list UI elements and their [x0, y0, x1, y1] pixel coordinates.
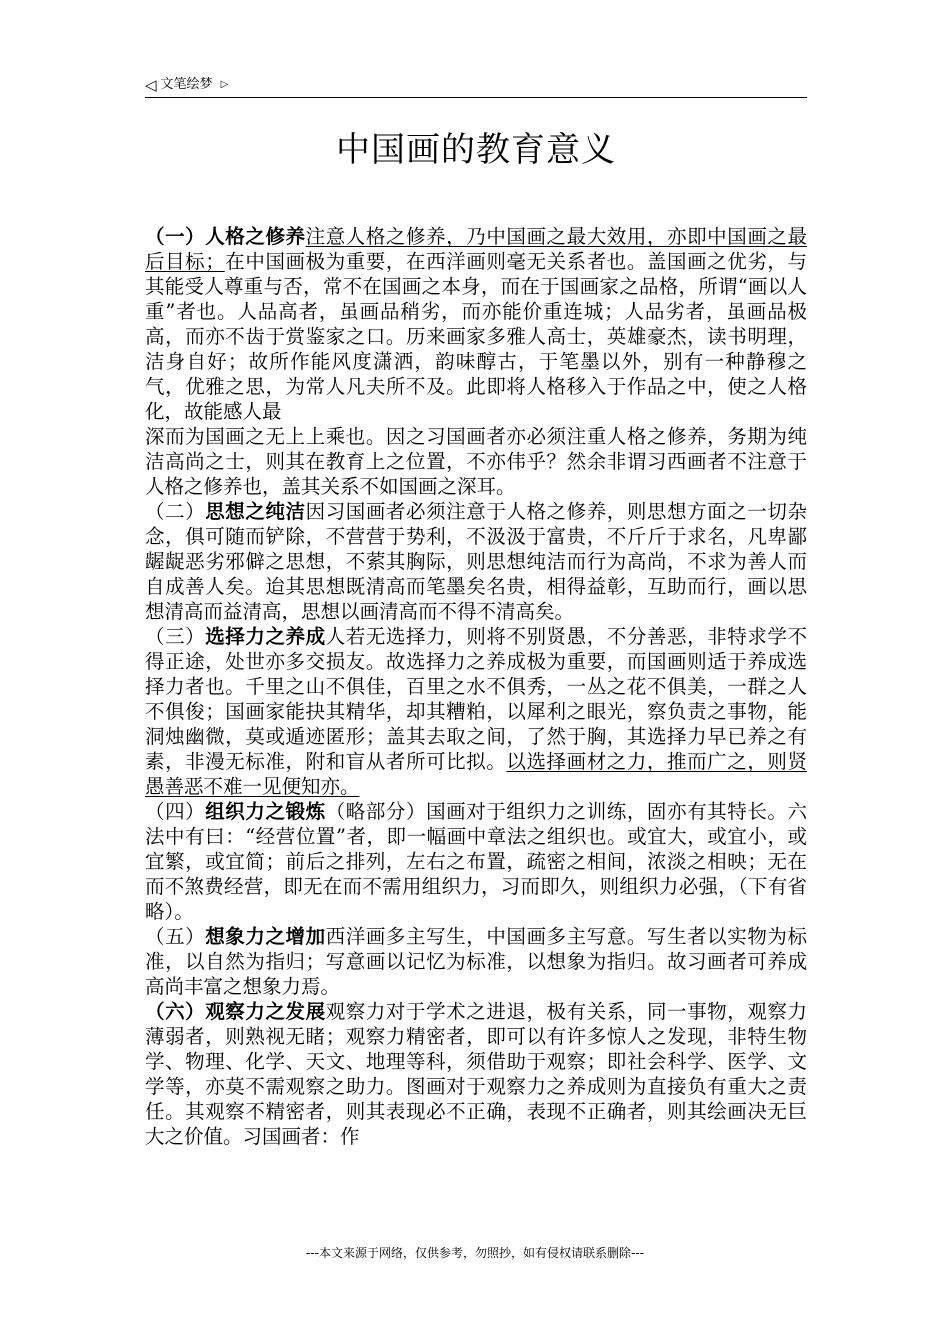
section-4 [145, 799, 807, 924]
section-2-text: 因习国画者必须注意于人格之修养，则思想方面之一切杂念，俱可随而铲除，不营营于势利，不汲汲于富贵，不斤斤于求名，凡卑鄙龌龊恶劣邪僻之思想，不萦其胸际，则思想纯洁而行为高尚，不求为善人而自成善人矣。迨其思想既清高而笔墨矣名贵，相得益彰，互助而行，画以思想清高而益清高，思想以画清高而不得不清高矣。 [145, 500, 807, 623]
section-3-text: 人若无选择力，则将不别贤愚，不分善恶，非特求学不得正途，处世亦多交损友。故选择力之养成极为重要，而国画则适于养成选择力者也。千里之山不俱佳，百里之水不俱秀，一丛之花不俱美，一群之人不俱俊；国画家能抉其精华，却其糟粕，以犀利之眼光，察负责之事物，能洞烛幽微，莫或遁迹匿形；盖其去取之间，了然于胸，其选择力早已养之有素，非漫无标准，附和盲从者所可比拟。 [145, 625, 807, 773]
section-1-underlined: 注意人格之修养，乃中国画之最大效用，亦即中国画之最后目标； [145, 225, 807, 273]
section-5-heading: 想象力之增加 [205, 925, 326, 948]
section-1-text: 在中国画极为重要，在西洋画则毫无关系者也。盖国画之优劣，与其能受人尊重与否，常不在国画之本身，而在于国画家之品格，所谓“画以人重”者也。人品高者，虽画品稍劣，而亦能价重连城；人品劣者，虽画品极高，而亦不齿于赏鉴家之口。历来画家多雅人高士，英雄豪杰，读书明理，洁身自好；故所作能风度潇洒，韵味醇古，于笔墨以外，别有一种静穆之气，优雅之思，为常人凡夫所不及。此即将人格移入于作品之中，使之人格化，故能感人最 [145, 250, 807, 423]
section-2-prefix: （二） [145, 500, 206, 523]
section-1 [145, 224, 807, 424]
section-5 [145, 924, 807, 999]
header-label: 文笔绘梦 [160, 77, 213, 92]
section-5-prefix: （五） [145, 925, 206, 948]
page-footer: ---本文来源于网络，仅供参考，勿照抄，如有侵权请联系删除--- [306, 1246, 644, 1260]
right-triangle-icon: ▷ [220, 79, 229, 90]
section-3-prefix: （三） [145, 625, 206, 648]
section-4-text: （略部分）国画对于组织力之训练，固亦有其特长。六法中有曰：“经营位置”者，即一幅画中章法之组织也。或宜大，或宜小，或宜繁，或宜简；前后之排列，左右之布置，疏密之相间，浓淡之相映；无在而不煞费经营，即无在而不需用组织力，习而即久，则组织力必强，（下有省略）。 [145, 800, 807, 923]
section-5-text: 西洋画多主写生，中国画多主写意。写生者以实物为标准，以自然为指归；写意画以记忆为标准，以想象为指归。故习画者可养成高尚丰富之想象力焉。 [145, 925, 807, 998]
left-triangle-icon: ◁ [145, 76, 157, 94]
running-header [145, 74, 807, 96]
section-6-heading: （六）观察力之发展 [145, 1000, 326, 1023]
section-4-heading: 组织力之锻炼 [205, 800, 326, 823]
section-2 [145, 499, 807, 624]
section-3-underlined: 以选择画材之力，推而广之，则贤愚善恶不难一见便知亦。 [145, 750, 807, 798]
section-1-continued [145, 424, 807, 499]
document-body [145, 224, 807, 1149]
page-title: 中国画的教育意义 [336, 130, 616, 170]
section-6 [145, 999, 807, 1149]
header-rule [145, 97, 807, 98]
section-1-heading: （一）人格之修养 [145, 225, 306, 248]
section-6-text: 观察力对于学术之进退，极有关系，同一事物，观察力薄弱者，则熟视无睹；观察力精密者，即可以有许多惊人之发现，非特生物学、物理、化学、天文、地理等科，须借助于观察；即社会科学、医学、文学等，亦莫不需观察之助力。图画对于观察力之养成则为直接负有重大之责任。其观察不精密者，则其表现必不正确，表现不正确者，则其绘画决无巨大之价值。习国画者：作 [145, 1000, 807, 1148]
section-3-heading: 选择力之养成 [205, 625, 326, 648]
section-2-heading: 思想之纯洁 [205, 500, 306, 523]
section-1-text2: 深而为国画之无上上乘也。因之习国画者亦必须注重人格之修养，务期为纯洁高尚之士，则其在教育上之位置，不亦伟乎？然余非谓习西画者不注意于人格之修养也，盖其关系不如国画之深耳。 [145, 425, 807, 498]
section-3 [145, 624, 807, 799]
section-4-prefix: （四） [145, 800, 206, 823]
